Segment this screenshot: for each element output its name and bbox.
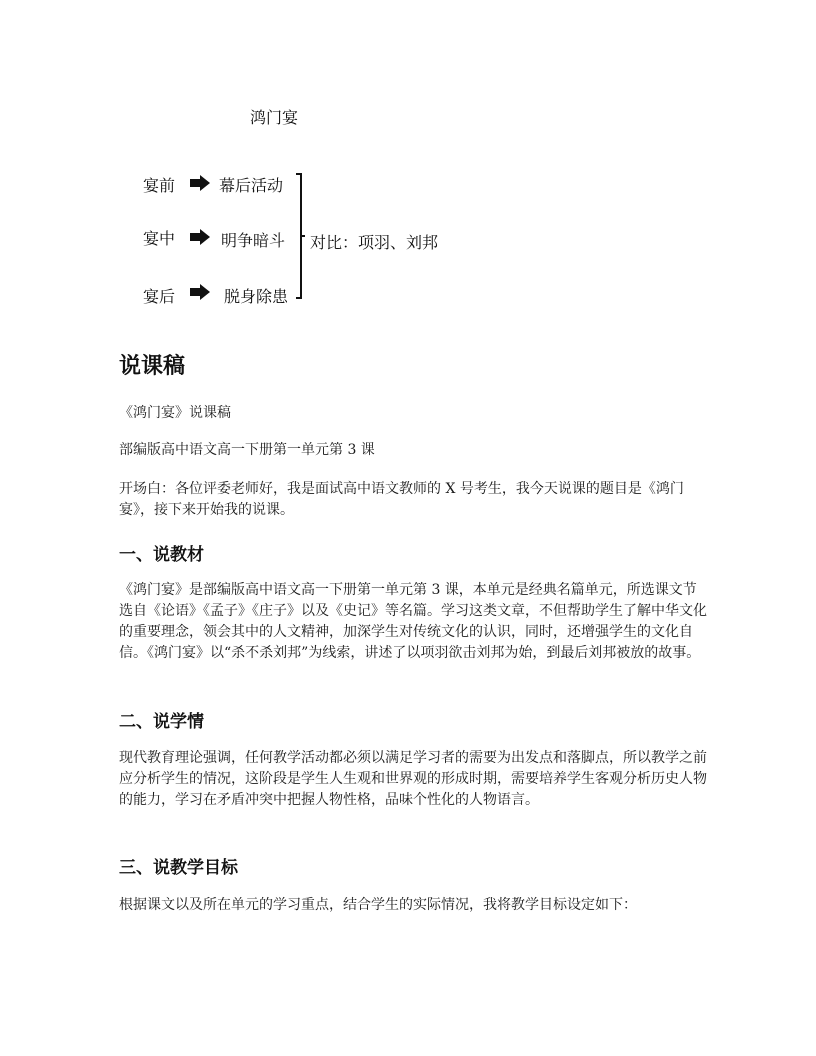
course-info: 部编版高中语文高一下册第一单元第 3 课 bbox=[119, 442, 375, 458]
opening-paragraph: 开场白：各位评委老师好，我是面试高中语文教师的 X 号考生，我今天说课的题目是《鸿门宴》，接下来开始我的说课。 bbox=[119, 481, 684, 518]
event-label-before: 幕后活动 bbox=[219, 176, 284, 195]
section-body-students: 现代教育理论强调，任何教学活动都必须以满足学习者的需要为出发点和落脚点，所以教学之前应分析学生的情况，这阶段是学生人生观和世界观的形成时期，需要培养学生客观分析历史人物的能力，学习在矛盾冲突中把握人物性格，品味个性化的人物语言。 bbox=[119, 750, 707, 808]
section-heading-goals: 三、说教学目标 bbox=[119, 858, 238, 878]
section-body-textbook: 《鸿门宴》是部编版高中语文高一下册第一单元第 3 课，本单元是经典名篇单元，所选课文节选自《论语》《孟子》《庄子》以及《史记》等名篇。学习这类文章，不但帮助学生了解中华文化的重要理念，领会其中的人文精神，加深学生对传统文化的认识，同时，还增强学生的文化自信。《鸿门宴》以“杀不杀刘邦”为线索，讲述了以项羽欲击刘邦为始，到最后刘邦被放的故事。 bbox=[119, 582, 707, 661]
contrast-label: 对比：项羽、刘邦 bbox=[310, 233, 439, 252]
event-label-after: 脱身除患 bbox=[224, 287, 289, 306]
section-heading-students: 二、说学情 bbox=[119, 712, 204, 732]
stage-label-before: 宴前 bbox=[143, 176, 176, 195]
page-title: 说课稿 bbox=[119, 354, 186, 379]
section-body-goals: 根据课文以及所在单元的学习重点，结合学生的实际情况，我将教学目标设定如下： bbox=[119, 897, 637, 913]
diagram-title: 鸿门宴 bbox=[250, 108, 299, 127]
stage-label-during: 宴中 bbox=[143, 229, 176, 248]
right-arrow-icon bbox=[189, 228, 211, 246]
bracket bbox=[294, 172, 306, 302]
stage-label-after: 宴后 bbox=[143, 287, 176, 306]
section-heading-textbook: 一、说教材 bbox=[119, 545, 204, 565]
event-label-during: 明争暗斗 bbox=[221, 231, 286, 250]
right-arrow-icon bbox=[189, 283, 211, 301]
right-arrow-icon bbox=[189, 174, 211, 192]
document-subtitle: 《鸿门宴》说课稿 bbox=[119, 405, 231, 421]
